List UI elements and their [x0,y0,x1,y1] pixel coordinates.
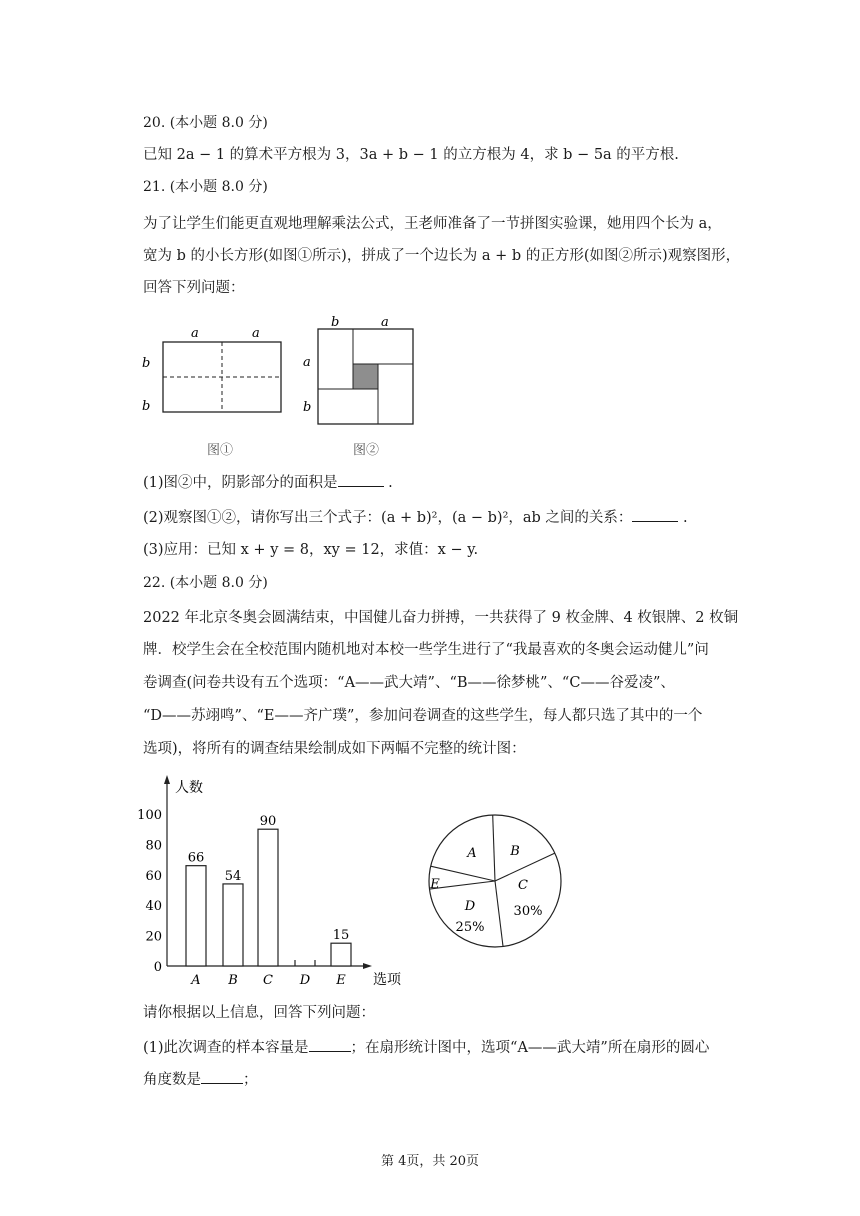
x-tick-label-B: B [228,973,238,988]
y-tick-label: 20 [145,929,162,945]
y-tick-label: 60 [145,868,162,884]
q21-line-3: 回答下列问题： [143,280,245,296]
q21-sub2 [143,507,800,528]
fig2-label-a: a [381,315,389,330]
y-axis-label: 人数 [175,780,203,796]
answer-blank [632,507,678,522]
q22-line-4: “D——苏翊鸣”、“E——齐广璞”，参加问卷调查的这些学生，每人都只选了其中的一个 [143,708,703,724]
y-axis-arrow [164,775,170,784]
fig1-label-b1: b [142,356,151,371]
fig2-label-a-left: a [303,355,311,370]
pie-label-A: A [467,846,477,861]
bar-B [223,884,243,966]
pie-label-C: C [518,878,528,893]
pie-label-B: B [510,844,520,859]
q21-header: 21. (本小题 8.0 分) [143,179,268,195]
fig1-label-a2: a [252,326,260,341]
pie-percent-C: 30% [513,904,543,919]
q22-line-2: 牌．校学生会在全校范围内随机地对本校一些学生进行了“我最喜欢的冬奥会运动健儿”问 [143,642,709,658]
y-tick-label: 0 [153,960,162,975]
fig2-caption: 图② [353,443,380,458]
fig1-label-b2: b [142,399,151,414]
q20-text: 已知 2a − 1 的算术平方根为 3，3a + b − 1 的立方根为 4，求 b − 5a 的平方根. [143,147,679,163]
bar-data-label-A: 66 [187,850,205,866]
x-tick-label-D: D [299,973,311,988]
bar-chart [135,770,425,990]
x-tick-label-C: C [263,973,273,988]
q22-sub1-b: ；在扇形统计图中，选项“A——武大靖”所在扇形的圆心 [350,1040,710,1056]
q21-sub2-end: . [678,510,688,526]
y-tick-label: 80 [145,838,162,854]
y-tick-label: 40 [145,899,162,915]
answer-blank [338,472,384,487]
q22-line-1: 2022 年北京冬奥会圆满结束，中国健儿奋力拼搏，一共获得了 9 枚金牌、4 枚银牌、2 枚铜 [143,610,739,626]
q20-header: 20. (本小题 8.0 分) [143,115,268,131]
q21-sub3: (3)应用：已知 x + y = 8，xy = 12，求值：x − y. [143,542,479,558]
pie-label-E: E [430,877,440,892]
bar-E [331,943,351,966]
q22-line-5: 选项)，将所有的调查结果绘制成如下两幅不完整的统计图： [143,741,526,757]
q21-line-1: 为了让学生们能更直观地理解乘法公式，王老师准备了一节拼图实验课，她用四个长为 a， [143,216,722,232]
q21-sub1-end: . [383,475,393,491]
pie-label-D: D [464,899,476,914]
q21-sub1 [143,472,800,493]
pie-chart [420,800,600,960]
figure-2 [298,312,428,462]
fig2-label-b-left: b [303,400,312,415]
q21-sub2-text: (2)观察图①②，请你写出三个式子：(a + b)²，(a − b)²，ab 之间的关系： [143,510,633,526]
q22-sub1-cont [143,1069,800,1090]
y-tick-label: 100 [137,808,162,823]
x-tick-label-A: A [191,973,201,988]
bar-data-label-B: 54 [224,868,242,884]
bar-C [258,829,278,966]
answer-blank [309,1037,351,1052]
q22-sub1-a: (1)此次调查的样本容量是 [143,1040,309,1056]
q22-after: 请你根据以上信息，回答下列问题： [143,1005,375,1021]
q21-sub1-text: (1)图②中，阴影部分的面积是 [143,475,338,491]
q21-line-2: 宽为 b 的小长方形(如图①所示)，拼成了一个边长为 a + b 的正方形(如图②所示)观察图形， [143,248,741,264]
x-tick-label-E: E [336,973,346,988]
answer-blank [201,1069,243,1084]
fig1-caption: 图① [207,443,234,458]
bar-A [186,866,206,966]
q22-sub1-d: ； [243,1072,258,1088]
q22-line-3: 卷调查(问卷共设有五个选项：“A——武大靖”、“B——徐梦桃”、“C——谷爱凌”、 [143,675,675,691]
x-axis-label: 选项 [373,972,401,988]
fig1-label-a1: a [191,326,199,341]
q22-sub1 [143,1037,800,1058]
q22-header: 22. (本小题 8.0 分) [143,575,268,591]
q22-sub1-c: 角度数是 [143,1072,201,1088]
fig2-label-b: b [331,315,340,330]
bar-data-label-C: 90 [259,814,277,830]
pie-percent-D: 25% [455,920,485,935]
x-axis-arrow [363,963,372,969]
figure-1 [135,322,315,462]
shaded-square [353,364,378,389]
page-footer: 第 4页，共 20页 [380,1154,480,1169]
bar-data-label-E: 15 [332,928,350,944]
